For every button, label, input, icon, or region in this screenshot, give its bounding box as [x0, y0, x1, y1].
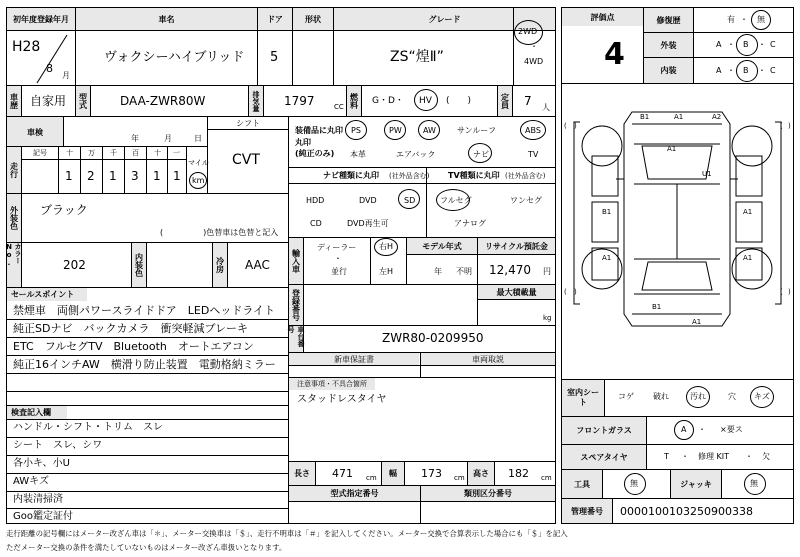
footer-note-2: ただメーター交換の条件を満たしていないものはメーター改ざん車扱いとなります。 [6, 543, 287, 552]
diagram-mark: B1 [640, 113, 650, 121]
interior-header: 内装 [644, 58, 693, 83]
diagram-mark: A1 [667, 145, 677, 153]
inspection-year: 年 [131, 134, 139, 143]
diagram-mark: A1 [743, 208, 753, 216]
import-right: 右H [379, 242, 394, 251]
color-header: 外装色 [7, 194, 21, 242]
interior-a: A [716, 66, 722, 75]
recycle-header: リサイクル預託金 [478, 238, 555, 254]
diagram-mark: U1 [702, 170, 712, 178]
tools-value: 無 [630, 479, 638, 488]
sales-point-line: 純正SDナビ バックカメラ 衝突軽減ブレーキ [13, 322, 249, 335]
capacity-value: 7 [524, 94, 532, 108]
repair-yes: 有 [727, 15, 735, 24]
inspection-day: 日 [194, 134, 202, 143]
mileage-digit-6: 1 [173, 169, 181, 183]
displacement-unit: CC [334, 103, 344, 111]
navi-dvd-play: DVD再生可 [347, 219, 389, 228]
equip-navi: ナビ [473, 150, 489, 159]
windshield-replace: ×要ス [720, 425, 743, 434]
equipment-label-paren: (純正のみ) [295, 149, 335, 158]
navi-hdd: HDD [306, 196, 325, 205]
registration-header: 登録番号 [289, 285, 303, 325]
mileage-digit-4: 3 [131, 169, 139, 183]
grade-value: ZS“煌Ⅱ” [390, 49, 444, 65]
svg-text:(: ( [780, 288, 783, 296]
diagram-mark: B1 [602, 208, 612, 216]
chassis-header: 車台番号 [289, 326, 303, 352]
svg-text:(: ( [564, 288, 567, 296]
svg-text:): ) [574, 288, 577, 296]
equip-aw: AW [423, 126, 436, 135]
tv-oneseg: ワンセグ [510, 196, 542, 205]
repair-no: 無 [757, 15, 765, 24]
exterior-b: B [743, 40, 749, 49]
mileage-col-5: 十 [154, 149, 161, 157]
diagram-mark: A1 [674, 113, 684, 121]
reg-month-unit: 月 [62, 71, 70, 80]
exterior-a: A [716, 40, 722, 49]
repair-header: 修復歴 [644, 8, 693, 32]
exterior-header: 外装 [644, 33, 693, 57]
mileage-col-4: 百 [132, 149, 139, 157]
displacement-value: 1797 [284, 94, 315, 108]
length-unit: cm [366, 474, 377, 482]
color-note: ( )色替車は色替と記入 [160, 228, 279, 237]
car-damage-diagram [562, 84, 793, 379]
equip-leather: 本革 [350, 150, 366, 159]
navi-dvd: DVD [359, 196, 377, 205]
spare-t: T [664, 452, 669, 461]
width-header: 幅 [382, 462, 404, 485]
inspection-notes-header: 検査記入欄 [7, 406, 67, 419]
equip-abs: ABS [525, 126, 541, 135]
diagram-mark: A1 [743, 254, 753, 262]
navi-type-sub: (社外品含む) [389, 172, 430, 180]
equipment-label: 装備品に丸印 [295, 126, 343, 135]
tv-analog: アナログ [454, 219, 486, 228]
model-year-header: モデル年式 [407, 238, 477, 254]
equip-ps: PS [351, 126, 361, 135]
spare-missing: 欠 [762, 452, 770, 461]
reg-era: H28 [12, 39, 41, 55]
import-header: 輸入車 [289, 238, 303, 284]
seat-dirt: 汚れ [690, 392, 706, 401]
shift-header: シフト [208, 117, 288, 129]
mileage-digit-1: 1 [65, 169, 73, 183]
fuel-paren: ( ) [446, 96, 472, 106]
new-warranty-header: 新車保証書 [289, 353, 419, 365]
length-value: 471 [332, 467, 353, 480]
type-number-header: 型式指定番号 [289, 486, 420, 501]
mileage-col-symbol: 記号 [33, 149, 47, 157]
seat-hole: 穴 [728, 392, 736, 401]
jack-value: 無 [750, 479, 758, 488]
seat-burn: コゲ [618, 392, 634, 401]
drive-4wd: 4WD [524, 57, 544, 66]
jack-header: ジャッキ [671, 470, 721, 498]
mileage-header: 走行 [7, 147, 21, 193]
inspection-note-line: ハンドル・シフト・トリム スレ [13, 422, 163, 433]
inspection-note-line: シート スレ、シワ [13, 440, 103, 451]
svg-text:): ) [788, 122, 791, 130]
navi-sd: SD [404, 196, 416, 205]
model-value: DAA-ZWR80W [120, 94, 206, 108]
tools-header: 工具 [562, 470, 602, 498]
ac-header: 冷房 [213, 243, 227, 287]
equip-pw: PW [389, 126, 402, 135]
exterior-c: C [770, 40, 776, 49]
import-dot: ・ [334, 254, 342, 263]
model-year-unit: 年 [434, 267, 442, 276]
shape-header: 形状 [293, 8, 333, 30]
inspection-note-line: AWキズ [13, 476, 49, 487]
interior-c: C [770, 66, 776, 75]
recycle-value: 12,470 [489, 263, 531, 277]
usage-header: 車歴 [7, 86, 21, 116]
diagram-mark: A1 [692, 318, 702, 326]
sales-point-line: 純正16インチAW 横滑り防止装置 電動格納ミラー [13, 358, 276, 371]
svg-text:(: ( [780, 122, 783, 130]
capacity-unit: 人 [542, 103, 550, 112]
class-number-header: 類別区分番号 [421, 486, 555, 501]
width-value: 173 [421, 467, 442, 480]
mileage-digit-2: 2 [87, 169, 95, 183]
mileage-col-2: 万 [88, 149, 95, 157]
sales-points-header: セールスポイント [7, 288, 87, 301]
import-dealer: ディーラー [317, 243, 357, 252]
diagram-mark: A2 [712, 113, 722, 121]
seat-tear: 破れ [653, 392, 669, 401]
ac-value: AAC [245, 258, 270, 272]
spare-dot1: ・ [681, 452, 689, 461]
mileage-col-1: 十 [66, 149, 73, 157]
notes-value: スタッドレスタイヤ [297, 394, 387, 405]
mileage-col-3: 千 [110, 149, 117, 157]
height-unit: cm [541, 474, 552, 482]
windshield-a: A [681, 425, 687, 434]
tv-type-sub: (社外品含む) [505, 172, 546, 180]
inspection-note-line: Goo鑑定証付 [13, 511, 73, 522]
equipment-label-suffix: 丸印 [295, 138, 311, 147]
capacity-header: 定員 [498, 86, 512, 116]
max-load-header: 最大積載量 [478, 285, 555, 299]
navi-type-label: ナビ種類に丸印 [323, 171, 379, 180]
usage-value: 自家用 [30, 94, 67, 108]
interior-color-header: 内装色 [132, 243, 146, 287]
svg-text:(: ( [564, 122, 567, 130]
car-name-value: ヴォクシーハイブリッド [104, 50, 245, 65]
width-unit: cm [454, 474, 465, 482]
equip-tv: TV [528, 150, 539, 159]
drive-dot: ・ [530, 42, 538, 51]
chassis-value: ZWR80-0209950 [382, 331, 484, 345]
fuel-selected: HV [419, 96, 432, 106]
model-header: 型式 [76, 86, 90, 116]
drive-2wd: 2WD [518, 27, 538, 36]
tv-type-label: TV種類に丸印 [448, 171, 500, 180]
exterior-dot2: ・ [758, 40, 766, 49]
reg-year-header: 初年度登録年月 [7, 8, 75, 30]
shift-value: CVT [232, 152, 260, 168]
fuel-options: G・D・ [372, 96, 404, 106]
inspection-note-line: 内装清掃済 [13, 494, 63, 505]
doors-value: 5 [270, 50, 279, 65]
navi-cd: CD [310, 219, 322, 228]
equip-sunroof: サンルーフ [457, 126, 496, 135]
notes-header: 注意事項・不具合箇所 [289, 378, 375, 390]
cabin-seat-header: 室内シート [562, 380, 604, 416]
mileage-digit-3: 1 [109, 169, 117, 183]
inspection-header: 車検 [7, 117, 63, 147]
interior-dot2: ・ [758, 66, 766, 75]
mgmt-value: 0000100103250900338 [620, 505, 753, 518]
tv-fullseg: フルセグ [440, 196, 472, 205]
score-header: 評価点 [562, 8, 643, 26]
mgmt-header: 管理番号 [562, 499, 612, 523]
inspection-month: 月 [164, 134, 172, 143]
grade-header: グレード [334, 8, 555, 30]
color-no-value: 202 [63, 258, 86, 272]
car-name-header: 車名 [76, 8, 257, 30]
svg-text:): ) [574, 122, 577, 130]
color-no-header: カラーNo. [7, 243, 21, 287]
mileage-unit-mile: マイル [188, 159, 209, 167]
recycle-yen: 円 [543, 267, 551, 276]
inspection-note-line: 各小キ、小U [13, 458, 70, 469]
diagram-mark: A1 [602, 254, 612, 262]
score-value: 4 [604, 37, 625, 72]
exterior-dot1: ・ [727, 40, 735, 49]
svg-text:): ) [788, 288, 791, 296]
sales-point-line: ETC フルセグTV Bluetooth オートエアコン [13, 340, 254, 353]
door-header: ドア [258, 8, 292, 30]
spare-kit: 修理 KIT [698, 452, 730, 461]
mileage-col-6: 一 [173, 149, 180, 157]
displacement-header: 排気量 [249, 86, 263, 116]
equip-airbag: エアバック [396, 150, 436, 159]
diagram-mark: B1 [652, 303, 662, 311]
windshield-dot: ・ [698, 425, 706, 434]
length-header: 長さ [289, 462, 315, 485]
fuel-header: 燃料 [347, 86, 361, 116]
height-header: 高さ [468, 462, 494, 485]
max-load-unit: kg [543, 314, 552, 322]
import-left: 左H [379, 267, 394, 276]
interior-dot1: ・ [727, 66, 735, 75]
height-value: 182 [508, 467, 529, 480]
mileage-digit-5: 1 [153, 169, 161, 183]
reg-month: 8 [46, 62, 53, 75]
import-parallel: 並行 [331, 267, 347, 276]
color-value: ブラック [40, 203, 88, 217]
manual-header: 車両取説 [421, 353, 555, 365]
repair-dot: ・ [740, 15, 748, 24]
footer-note-1: 走行距離の記号欄にはメーター改ざん車は「＊」、メーター交換車は「＄」、走行不明車は「＃」を記入してください。メーター交換で合算表示した場合にも「＄」を記入 [6, 529, 568, 538]
seat-scratch: キズ [754, 392, 770, 401]
mileage-unit-km: km [192, 176, 205, 185]
windshield-header: フロントガラス [562, 417, 646, 444]
interior-b: B [743, 66, 749, 75]
spare-dot2: ・ [745, 452, 753, 461]
spare-header: スペアタイヤ [562, 445, 646, 469]
sales-point-line: 禁煙車 両側パワースライドドア LEDヘッドライト [13, 304, 276, 317]
model-year-unknown: 不明 [456, 267, 472, 276]
